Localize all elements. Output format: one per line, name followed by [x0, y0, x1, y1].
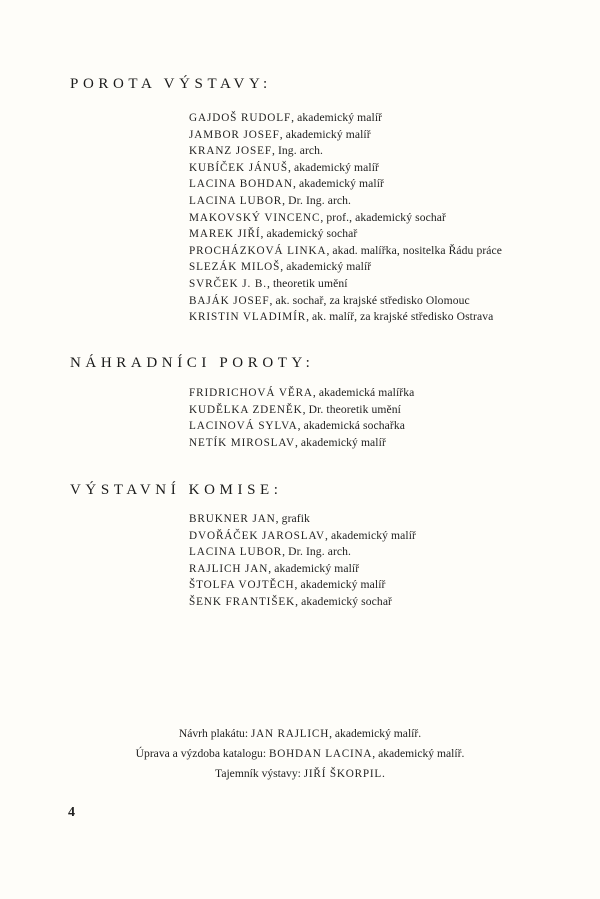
section-heading-committee: VÝSTAVNÍ KOMISE:: [70, 482, 283, 498]
member-name: LACINA BOHDAN: [189, 178, 293, 191]
credit-suffix: .: [382, 767, 385, 780]
list-item: [189, 309, 502, 326]
list-item: [189, 243, 502, 260]
member-role: , akademický malíř: [291, 111, 383, 124]
list-item: [189, 561, 416, 578]
member-role: , akademický malíř: [294, 578, 386, 592]
member-name: GAJDOŠ RUDOLF: [189, 112, 292, 124]
list-item: [189, 577, 416, 594]
member-name: MAREK JIŘÍ: [189, 228, 261, 241]
list-item: [189, 544, 416, 561]
list-item: [189, 435, 414, 452]
committee-list: [189, 511, 416, 611]
list-item: [189, 127, 502, 144]
page-number: 4: [68, 805, 75, 820]
credit-line-secretary: [0, 764, 600, 784]
list-item: [189, 511, 416, 528]
list-item: [189, 143, 502, 160]
member-name: DVOŘÁČEK JAROSLAV: [189, 529, 325, 542]
member-role: , prof., akademický sochař: [320, 210, 446, 224]
member-name: SLEZÁK MILOŠ: [189, 261, 281, 274]
credit-name: BOHDAN LACINA: [268, 748, 373, 760]
member-name: KUBÍČEK JÁNUŠ: [189, 161, 289, 174]
member-name: BRUKNER JAN: [189, 513, 276, 525]
member-role: , akademický malíř: [279, 127, 371, 141]
member-role: , Dr. theoretik umění: [302, 402, 401, 416]
member-role: , akademická malířka: [312, 386, 415, 399]
credit-label: Tajemník výstavy:: [215, 767, 304, 780]
member-name: FRIDRICHOVÁ VĚRA: [189, 387, 313, 399]
list-item: [189, 385, 414, 402]
member-name: BAJÁK JOSEF: [189, 294, 270, 307]
member-role: , akademický sochař: [295, 594, 393, 608]
member-name: LACINOVÁ SYLVA: [189, 420, 298, 433]
member-role: , akademický malíř: [280, 260, 372, 274]
credit-label: Úprava a výzdoba katalogu:: [135, 747, 269, 760]
list-item: [189, 594, 416, 611]
member-role: , akademický malíř: [293, 177, 384, 191]
member-role: , akademická sochařka: [297, 419, 405, 433]
member-name: ŠTOLFA VOJTĚCH: [189, 579, 295, 592]
member-name: RAJLICH JAN: [189, 562, 269, 575]
member-name: JAMBOR JOSEF: [189, 128, 280, 141]
member-role: , Dr. Ing. arch.: [282, 193, 352, 207]
list-item: [189, 160, 502, 177]
list-item: [189, 110, 502, 127]
list-item: [189, 259, 502, 276]
member-role: , akademický malíř: [268, 561, 360, 575]
member-name: LACINA LUBOR: [189, 194, 283, 207]
member-role: , Dr. Ing. arch.: [282, 545, 352, 559]
member-role: , ak. malíř, za krajské středisko Ostrava: [306, 310, 494, 324]
member-role: , akademický malíř: [288, 160, 380, 174]
member-role: , akademický malíř: [325, 528, 416, 542]
member-name: LACINA LUBOR: [189, 546, 283, 559]
credit-line-poster: [0, 724, 600, 744]
member-name: KRISTIN VLADIMÍR: [189, 311, 307, 324]
credit-suffix: , akademický malíř.: [372, 747, 465, 760]
credit-label: Návrh plakátu:: [178, 727, 251, 740]
member-name: MAKOVSKÝ VINCENC: [189, 211, 321, 224]
list-item: [189, 226, 502, 243]
substitutes-list: [189, 385, 414, 451]
section-heading-substitutes: NÁHRADNÍCI POROTY:: [70, 355, 315, 371]
member-role: , theoretik umění: [266, 276, 348, 290]
member-name: KRANZ JOSEF: [189, 145, 272, 158]
list-item: [189, 210, 502, 227]
member-role: , akademický malíř: [294, 435, 386, 449]
section-heading-jury: POROTA VÝSTAVY:: [70, 76, 272, 92]
list-item: [189, 276, 502, 293]
member-name: SVRČEK J. B.: [189, 277, 267, 290]
credits-block: [0, 724, 600, 784]
member-name: PROCHÁZKOVÁ LINKA: [189, 244, 327, 257]
member-role: , Ing. arch.: [271, 144, 324, 158]
member-name: ŠENK FRANTIŠEK: [189, 595, 296, 608]
list-item: [189, 528, 416, 545]
list-item: [189, 418, 414, 435]
member-role: , ak. sochař, za krajské středisko Olomouc: [269, 293, 470, 307]
credit-name: JAN RAJLICH: [250, 728, 330, 740]
member-name: KUDĚLKA ZDENĚK: [189, 403, 303, 416]
list-item: [189, 402, 414, 419]
member-role: , akademický sochař: [260, 227, 358, 241]
list-item: [189, 193, 502, 210]
credit-line-catalog: [0, 744, 600, 764]
member-role: , grafik: [275, 512, 310, 525]
list-item: [189, 293, 502, 310]
jury-list: [189, 110, 502, 326]
credit-name: JIŘÍ ŠKORPIL: [303, 768, 383, 780]
member-role: , akad. malířka, nositelka Řádu práce: [326, 243, 503, 257]
member-name: NETÍK MIROSLAV: [189, 436, 295, 449]
list-item: [189, 176, 502, 193]
credit-suffix: , akademický malíř.: [329, 727, 422, 740]
